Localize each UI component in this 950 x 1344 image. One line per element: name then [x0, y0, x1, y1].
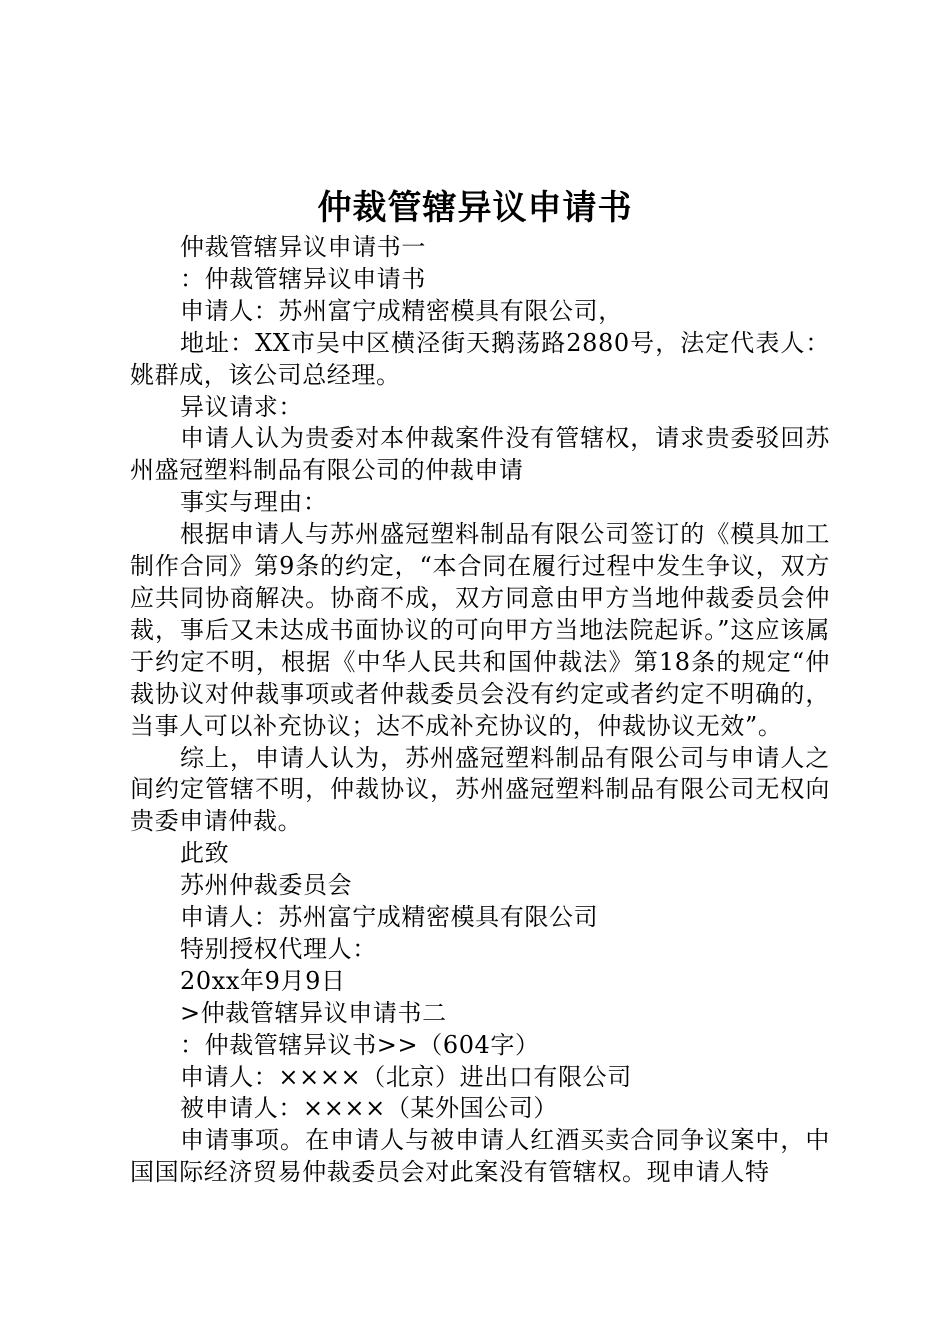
paragraph: 地址：XX市吴中区横泾街天鹅荡路2880号，法定代表人：姚群成，该公司总经理。 — [130, 328, 830, 389]
paragraph: 申请人：××××（北京）进出口有限公司 — [180, 1062, 632, 1091]
paragraph: 事实与理由： — [180, 488, 328, 517]
paragraph: 苏州仲裁委员会 — [180, 871, 353, 900]
document-title: 仲裁管辖异议申请书 — [317, 188, 633, 228]
paragraph: 异议请求： — [180, 392, 303, 421]
paragraph: 申请人：苏州富宁成精密模具有限公司， — [180, 296, 623, 325]
document-body — [130, 232, 830, 1189]
paragraph: >仲裁管辖异议申请书二 — [180, 998, 447, 1027]
paragraph: ：仲裁管辖异议书>>（604字） — [180, 1030, 540, 1059]
paragraph: 被申请人：××××（某外国公司） — [180, 1094, 559, 1123]
paragraph: 申请人：苏州富宁成精密模具有限公司 — [180, 903, 599, 932]
paragraph: 综上，申请人认为，苏州盛冠塑料制品有限公司与申请人之间约定管辖不明，仲裁协议，苏州盛冠塑料制品有限公司无权向贵委申请仲裁。 — [130, 743, 830, 836]
paragraph: 20xx年9月9日 — [180, 966, 346, 995]
paragraph: ：仲裁管辖异议申请书 — [180, 264, 426, 293]
paragraph: 申请人认为贵委对本仲裁案件没有管辖权，请求贵委驳回苏州盛冠塑料制品有限公司的仲裁申请 — [130, 424, 830, 485]
paragraph: 仲裁管辖异议申请书一 — [180, 233, 426, 261]
paragraph: 此致 — [180, 839, 230, 868]
paragraph: 根据申请人与苏州盛冠塑料制品有限公司签订的《模具加工制作合同》第9条的约定，“本合同在履行过程中发生争议，双方应共同协商解决。协商不成，双方同意由甲方当地仲裁委员会仲裁，事后又未达成书面协议的可向甲方当地法院起诉。”这应该属于约定不明，根据《中华人民共和国仲裁法》第18条的规定“仲裁协议对仲裁事项或者仲裁委员会没有约定或者约定不明确的，当事人可以补充协议；达不成补充协议的，仲裁协议无效”。 — [130, 520, 830, 740]
paragraph: 特别授权代理人： — [180, 934, 377, 963]
paragraph: 申请事项。在申请人与被申请人红酒买卖合同争议案中，中国国际经济贸易仲裁委员会对此案没有管辖权。现申请人特 — [130, 1126, 830, 1187]
